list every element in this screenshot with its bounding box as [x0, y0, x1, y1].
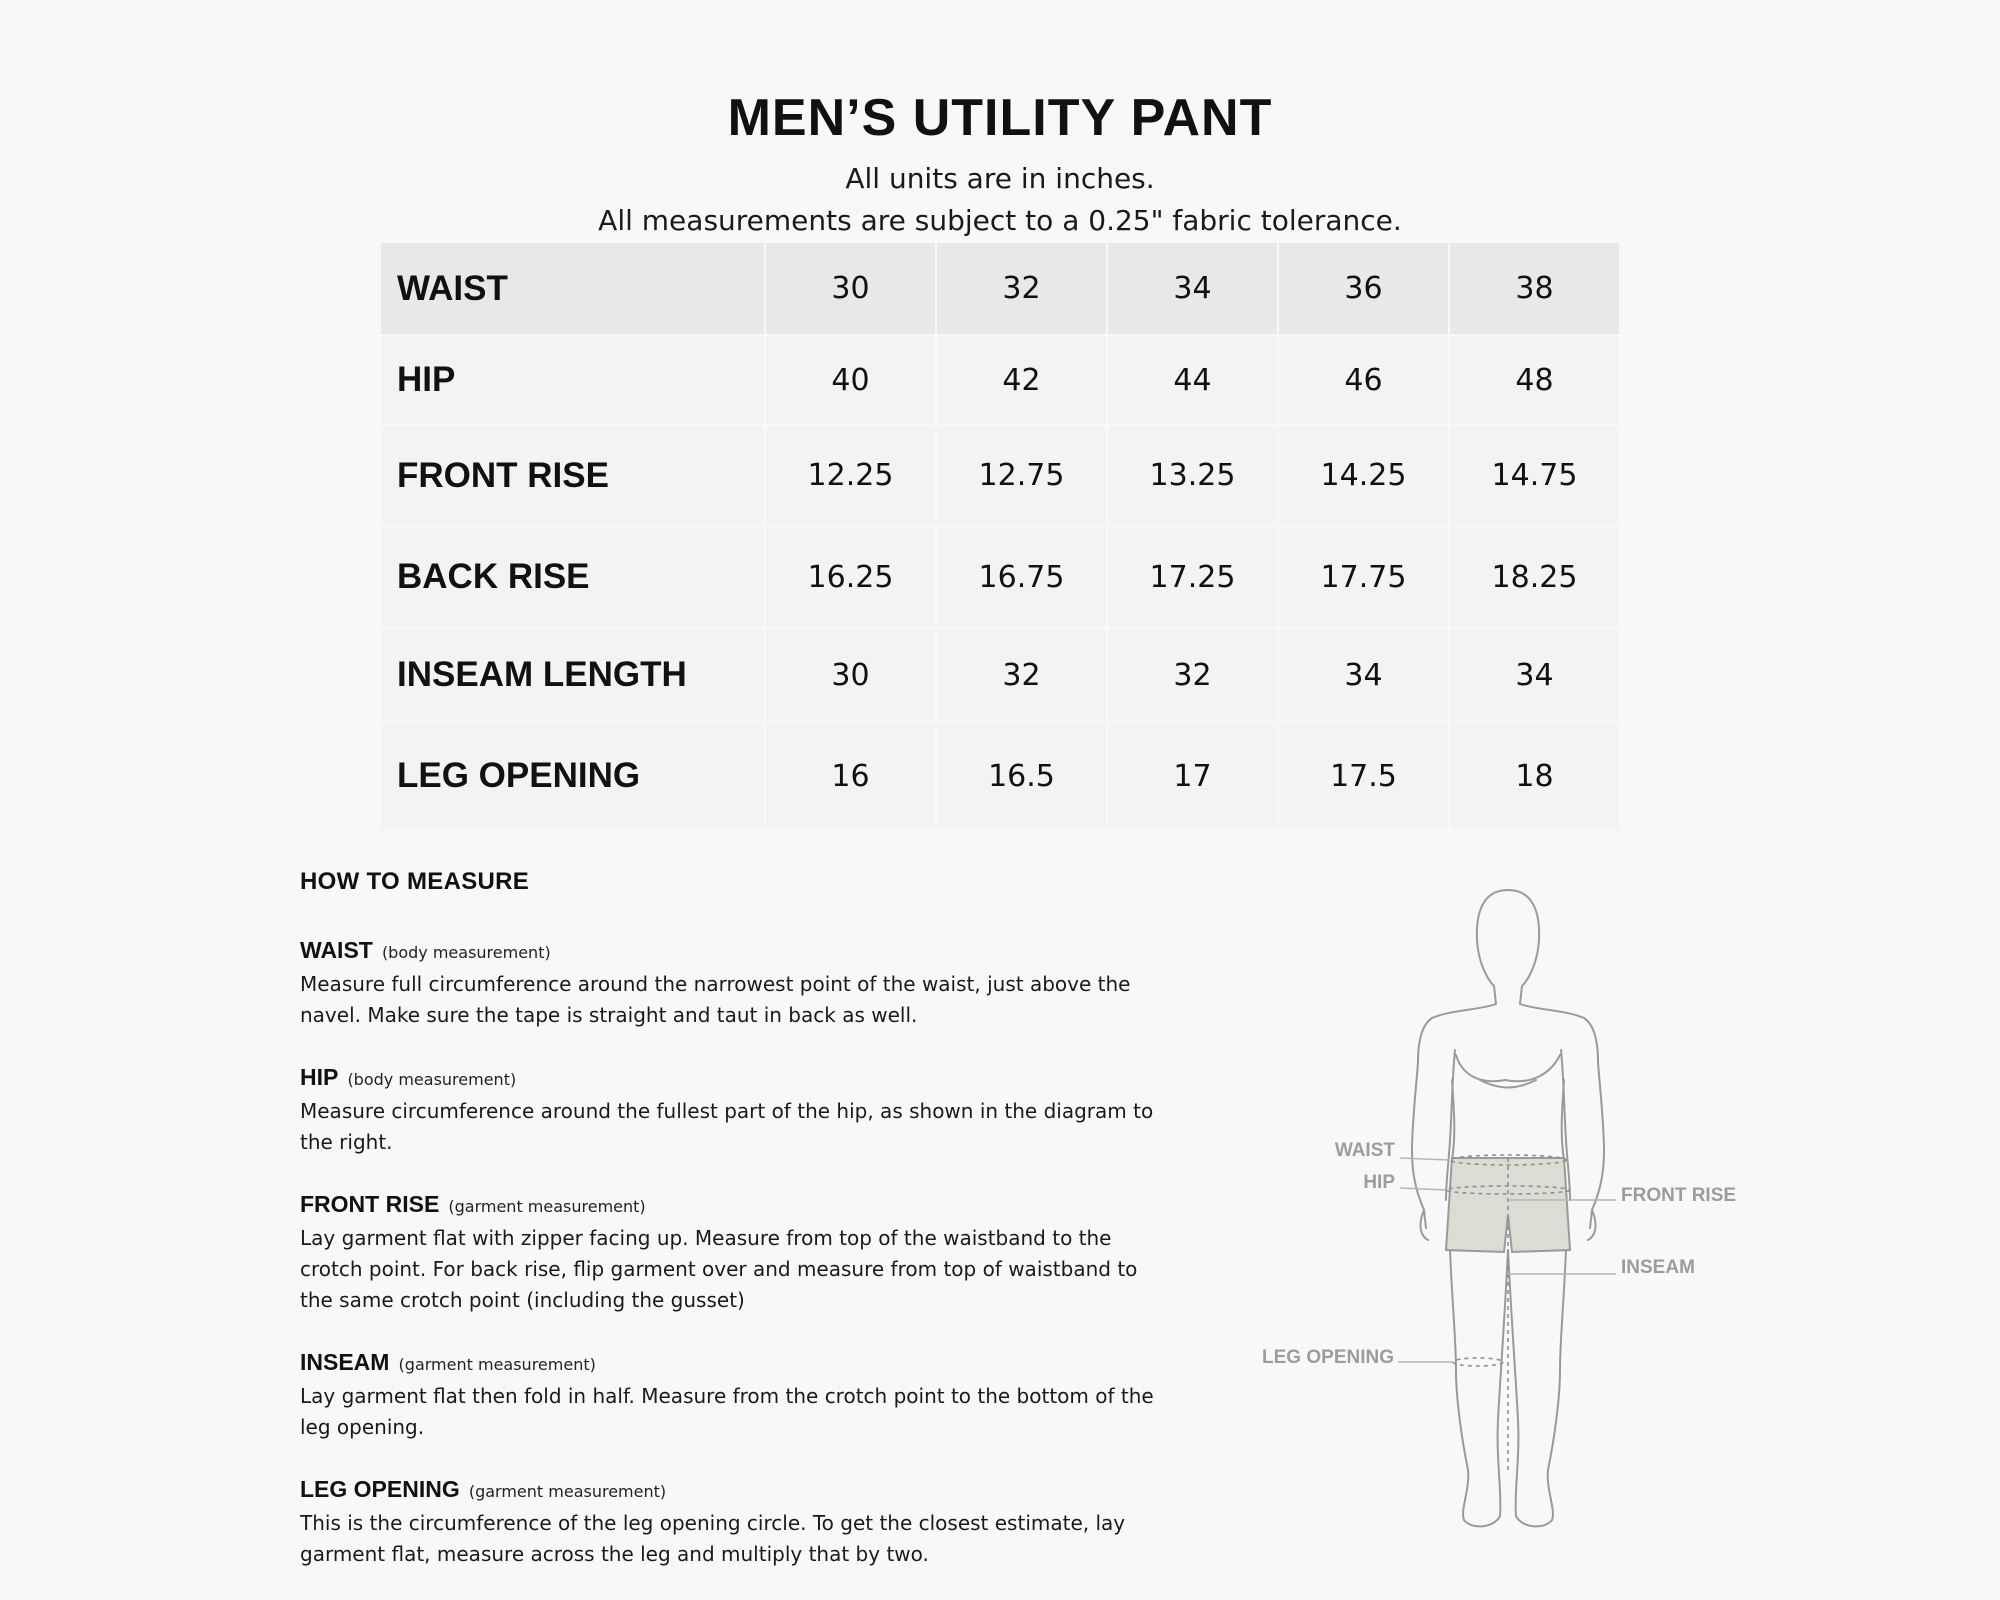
- table-cell: 34: [1107, 242, 1278, 335]
- waist-leader-line: [1400, 1158, 1450, 1160]
- row-label: INSEAM LENGTH: [380, 628, 765, 722]
- table-row-hip: [380, 335, 1620, 425]
- measurement-diagram: [1240, 870, 1760, 1540]
- table-row-leg-opening: [380, 722, 1620, 830]
- table-cell: 13.25: [1107, 425, 1278, 526]
- measure-item-front-rise: [300, 1188, 1160, 1316]
- how-to-measure-section: [300, 868, 1160, 1600]
- chest-outline: [1456, 1055, 1560, 1088]
- measure-description: Measure full circumference around the narrowest point of the waist, just above the navel. Make sure the tape is straight and taut in back as well.: [300, 972, 1131, 1027]
- measure-type: (body measurement): [347, 1070, 517, 1089]
- table-cell: 42: [936, 335, 1107, 425]
- table-row-back-rise: [380, 526, 1620, 628]
- table-cell: 48: [1449, 335, 1620, 425]
- measure-type: (garment measurement): [398, 1355, 596, 1374]
- table-cell: 16: [765, 722, 936, 830]
- measure-type: (garment measurement): [468, 1482, 667, 1501]
- table-cell: 32: [1107, 628, 1278, 722]
- row-label: BACK RISE: [380, 526, 765, 628]
- torso-outline: [1452, 1080, 1564, 1160]
- table-row-front-rise: [380, 425, 1620, 526]
- tolerance-note: All measurements are subject to a 0.25" fabric tolerance.: [598, 204, 1402, 237]
- table-row-inseam-length: [380, 628, 1620, 722]
- row-label: WAIST: [380, 242, 765, 335]
- hip-leader-line: [1400, 1188, 1446, 1190]
- body-figure-svg: [1240, 870, 1760, 1540]
- table-cell: 18: [1449, 722, 1620, 830]
- table-cell: 16.25: [765, 526, 936, 628]
- table-cell: 38: [1449, 242, 1620, 335]
- table-cell: 34: [1278, 628, 1449, 722]
- measure-name: LEG OPENING: [300, 1476, 460, 1502]
- measure-item-inseam: [300, 1346, 1160, 1443]
- measure-name: FRONT RISE: [300, 1191, 440, 1217]
- diagram-label-inseam: INSEAM: [1621, 1257, 1695, 1278]
- diagram-label-front-rise: FRONT RISE: [1621, 1185, 1737, 1206]
- table-cell: 16.5: [936, 722, 1107, 830]
- measure-item-hip: [300, 1061, 1160, 1158]
- size-chart-table: [379, 241, 1621, 831]
- table-cell: 12.75: [936, 425, 1107, 526]
- table-cell: 34: [1449, 628, 1620, 722]
- measure-description: This is the circumference of the leg opening circle. To get the closest estimate, lay garment flat, measure across the leg and multiply that by two.: [300, 1511, 1126, 1566]
- measure-item-waist: [300, 934, 1160, 1031]
- table-cell: 18.25: [1449, 526, 1620, 628]
- measure-type: (body measurement): [381, 943, 551, 962]
- table-cell: 44: [1107, 335, 1278, 425]
- row-label: LEG OPENING: [380, 722, 765, 830]
- leg-opening-measure-line: [1453, 1358, 1503, 1366]
- diagram-label-waist: WAIST: [1334, 1140, 1395, 1161]
- measure-name: HIP: [300, 1064, 339, 1090]
- how-to-measure-heading: HOW TO MEASURE: [300, 868, 530, 895]
- table-row-waist: [380, 242, 1620, 335]
- table-cell: 30: [765, 242, 936, 335]
- table-cell: 32: [936, 242, 1107, 335]
- diagram-label-hip: HIP: [1363, 1172, 1395, 1193]
- table-cell: 17.75: [1278, 526, 1449, 628]
- measure-name: INSEAM: [300, 1349, 390, 1375]
- units-note: All units are in inches.: [845, 162, 1155, 195]
- table-cell: 12.25: [765, 425, 936, 526]
- measure-item-leg-opening: [300, 1473, 1160, 1570]
- row-label: HIP: [380, 335, 765, 425]
- table-cell: 32: [936, 628, 1107, 722]
- table-cell: 16.75: [936, 526, 1107, 628]
- measure-description: Measure circumference around the fullest part of the hip, as shown in the diagram to the right.: [300, 1099, 1154, 1154]
- table-cell: 46: [1278, 335, 1449, 425]
- measure-description: Lay garment flat with zipper facing up. Measure from top of the waistband to the crotch point. For back rise, flip garment over and measure from top of waistband to the same crotch point (including the gusset): [300, 1226, 1138, 1312]
- table-cell: 17.5: [1278, 722, 1449, 830]
- table-cell: 17.25: [1107, 526, 1278, 628]
- table-cell: 36: [1278, 242, 1449, 335]
- table-cell: 14.25: [1278, 425, 1449, 526]
- table-cell: 40: [765, 335, 936, 425]
- row-label: FRONT RISE: [380, 425, 765, 526]
- table-cell: 14.75: [1449, 425, 1620, 526]
- measure-description: Lay garment flat then fold in half. Measure from the crotch point to the bottom of the leg opening.: [300, 1384, 1154, 1439]
- diagram-label-leg-opening: LEG OPENING: [1262, 1347, 1394, 1368]
- measure-type: (garment measurement): [448, 1197, 646, 1216]
- measure-name: WAIST: [300, 937, 373, 963]
- table-cell: 30: [765, 628, 936, 722]
- page-title: MEN’S UTILITY PANT: [727, 89, 1273, 147]
- table-cell: 17: [1107, 722, 1278, 830]
